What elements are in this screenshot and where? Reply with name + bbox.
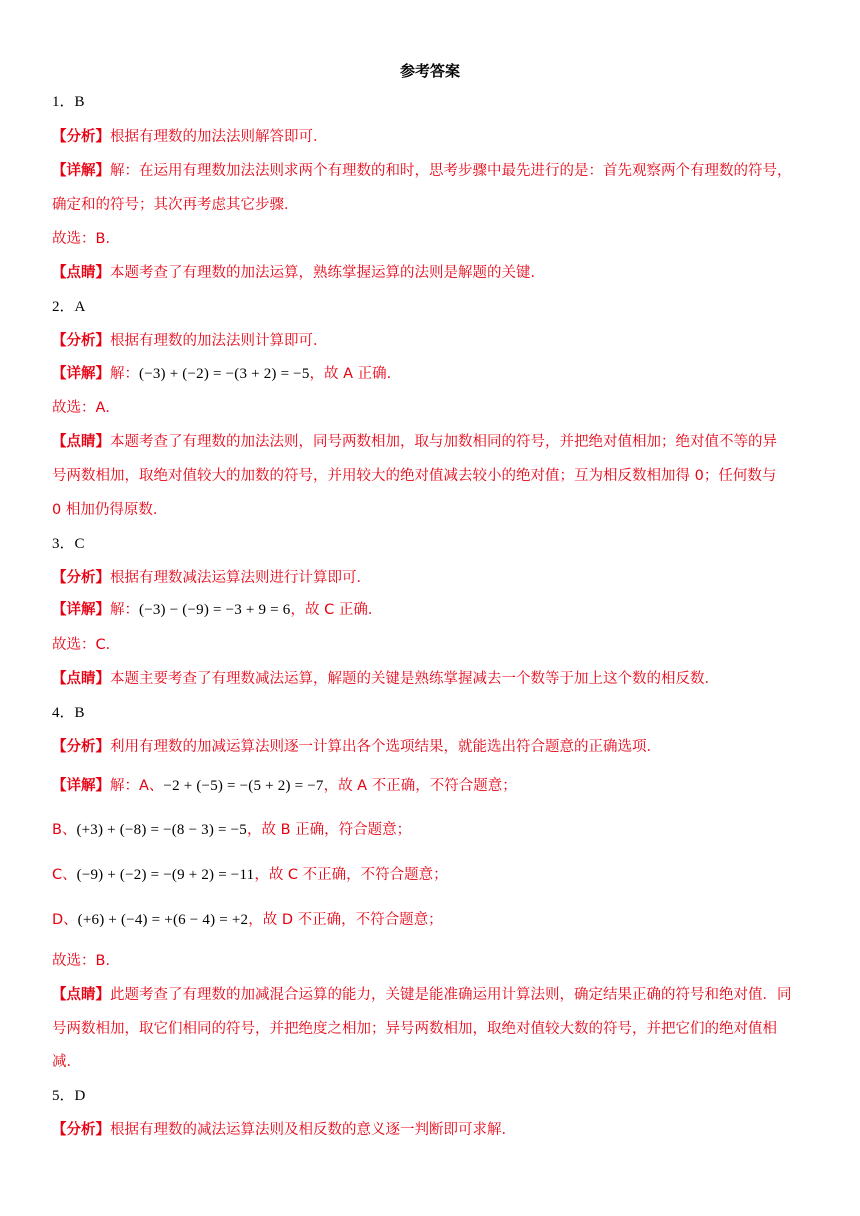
q4-comment-line1 — [52, 985, 812, 1005]
q5-answer — [52, 1086, 812, 1106]
q4-option-b-formula: (+3) + (−8) = −(8 − 3) = −5 — [76, 822, 247, 838]
q2-detail — [52, 364, 812, 384]
q4-option-a-verdict: ，故 A 不正确，不符合题意； — [323, 778, 517, 794]
q4-option-d-formula: (+6) + (−4) = +(6 − 4) = +2 — [77, 912, 249, 928]
q5-analysis-text: 根据有理数的减法运算法则及相反数的意义逐一判断即可求解． — [110, 1122, 516, 1138]
analysis-tag: 【分析】 — [52, 333, 110, 349]
q4-detail-d — [52, 910, 812, 930]
q4-detail-b — [52, 820, 812, 840]
q4-detail-c — [52, 865, 812, 885]
q3-comment-text: 本题主要考查了有理数减法运算，解题的关键是熟练掌握减去一个数等于加上这个数的相反数． — [110, 671, 719, 687]
analysis-tag: 【分析】 — [52, 739, 110, 755]
q1-answer — [52, 92, 812, 112]
q4-answer — [52, 703, 812, 723]
q3-formula: (−3) − (−9) = −3 + 9 = 6 — [139, 602, 291, 618]
q2-analysis-text: 根据有理数的加法法则计算即可． — [110, 333, 328, 349]
q2-number: 2．A — [52, 299, 86, 315]
q4-option-c-formula: (−9) + (−2) = −(9 + 2) = −11 — [76, 867, 255, 883]
q2-comment-line1 — [52, 432, 812, 452]
q4-detail-a — [52, 776, 812, 796]
q2-comment-line3: 0 相加仍得原数． — [52, 502, 168, 518]
q1-number: 1．B — [52, 94, 85, 110]
q2-detail-suffix: ，故 A 正确． — [309, 366, 402, 382]
detail-tag: 【详解】 — [52, 366, 110, 382]
q4-option-a-formula: −2 + (−5) = −(5 + 2) = −7 — [163, 778, 324, 794]
q4-number: 4．B — [52, 705, 85, 721]
q1-choice: 故选：B． — [52, 231, 120, 247]
q4-option-d-verdict: ，故 D 不正确，不符合题意； — [248, 912, 443, 928]
q1-comment-text: 本题考查了有理数的加法运算，熟练掌握运算的法则是解题的关键． — [110, 265, 545, 281]
q5-number: 5．D — [52, 1088, 86, 1104]
q3-detail-suffix: ，故 C 正确． — [290, 602, 383, 618]
q3-number: 3．C — [52, 536, 85, 552]
q4-comment-line2: 号两数相加，取它们相同的符号，并把绝度之相加；异号两数相加，取绝对值较大数的符号，并把它们的绝对值相 — [52, 1021, 777, 1037]
q4-option-c-label: C、 — [52, 867, 77, 883]
q4-analysis — [52, 737, 812, 757]
q4-option-d-label: D、 — [52, 912, 78, 928]
q3-answer — [52, 534, 812, 554]
q2-formula: (−3) + (−2) = −(3 + 2) = −5 — [139, 366, 310, 382]
detail-tag: 【详解】 — [52, 163, 110, 179]
q4-option-a-label: 解：A、 — [110, 778, 164, 794]
comment-tag: 【点睛】 — [52, 265, 110, 281]
q2-detail-prefix: 解： — [110, 366, 139, 382]
q3-comment — [52, 669, 812, 689]
q2-choice: 故选：A． — [52, 400, 120, 416]
q1-detail-line2 — [52, 195, 812, 215]
q1-comment — [52, 263, 812, 283]
detail-tag: 【详解】 — [52, 778, 110, 794]
comment-tag: 【点睛】 — [52, 987, 110, 1003]
q3-detail-prefix: 解： — [110, 602, 139, 618]
q4-comment-text: 此题考查了有理数的加减混合运算的能力，关键是能准确运用计算法则，确定结果正确的符号和绝对值．同 — [110, 987, 792, 1003]
q4-choice: 故选：B． — [52, 953, 120, 969]
q4-option-b-label: B、 — [52, 822, 77, 838]
analysis-tag: 【分析】 — [52, 1122, 110, 1138]
page-title: 参考答案 — [399, 62, 460, 80]
q4-option-b-verdict: ，故 B 正确，符合题意； — [247, 822, 412, 838]
q1-analysis-text: 根据有理数的加法法则解答即可． — [110, 129, 328, 145]
comment-tag: 【点睛】 — [52, 434, 110, 450]
q1-detail-text-2: 确定和的符号；其次再考虑其它步骤． — [52, 197, 299, 213]
q3-analysis-text: 根据有理数减法运算法则进行计算即可． — [110, 570, 371, 586]
comment-tag: 【点睛】 — [52, 671, 110, 687]
q3-analysis — [52, 568, 812, 588]
analysis-tag: 【分析】 — [52, 129, 110, 145]
q2-comment-text: 本题考查了有理数的加法法则，同号两数相加，取与加数相同的符号，并把绝对值相加；绝对值不等的异 — [110, 434, 777, 450]
q2-answer — [52, 297, 812, 317]
q2-comment-line2: 号两数相加，取绝对值较大的加数的符号，并用较大的绝对值减去较小的绝对值；互为相反数相加得 0；任何数与 — [52, 468, 777, 484]
q1-analysis — [52, 127, 812, 147]
q4-analysis-text: 利用有理数的加减运算法则逐一计算出各个选项结果，就能选出符合题意的正确选项． — [110, 739, 661, 755]
detail-tag: 【详解】 — [52, 602, 110, 618]
q5-analysis — [52, 1120, 812, 1140]
q3-detail — [52, 600, 812, 620]
q4-option-c-verdict: ，故 C 不正确，不符合题意； — [254, 867, 448, 883]
q2-analysis — [52, 331, 812, 351]
q1-detail-line1 — [52, 161, 812, 181]
analysis-tag: 【分析】 — [52, 570, 110, 586]
q3-choice: 故选：C． — [52, 637, 121, 653]
q1-detail-text: 解：在运用有理数加法法则求两个有理数的和时，思考步骤中最先进行的是：首先观察两个有理数的符号， — [110, 163, 792, 179]
q4-comment-line3: 减． — [52, 1054, 81, 1070]
